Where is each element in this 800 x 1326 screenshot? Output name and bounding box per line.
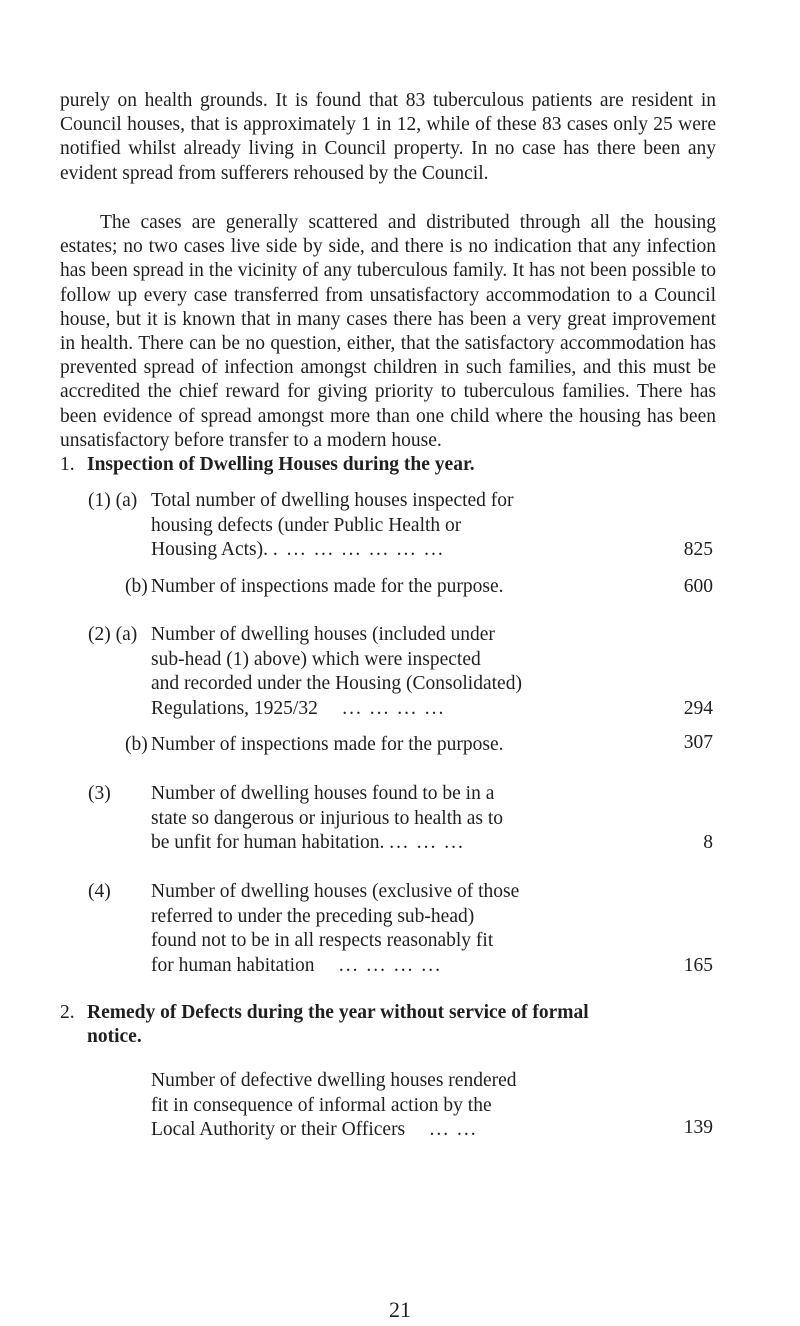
item-1a-value: 825	[683, 539, 713, 560]
section-1-heading	[60, 453, 475, 477]
item-2b-value: 307	[683, 732, 713, 753]
item-3-value: 8	[703, 832, 713, 853]
section-2-value: 139	[683, 1117, 713, 1138]
item-1b-value: 600	[683, 576, 713, 597]
section-2-text	[151, 1069, 671, 1143]
item-4-value: 165	[683, 955, 713, 976]
item-4-line-4: for human habitation ... ... ... ...	[151, 954, 443, 976]
item-4-line-1: Number of dwelling houses (exclusive of those	[151, 881, 520, 902]
item-3-label: (3)	[88, 783, 111, 804]
item-4-line-2: referred to under the preceding sub-head)	[151, 905, 475, 927]
item-3-leader: ... ... ...	[389, 832, 465, 853]
item-3-line-2: state so dangerous or injurious to health as to	[151, 807, 504, 829]
item-4-leader: ... ... ... ...	[338, 954, 443, 976]
section-1-number: 1.	[60, 454, 75, 475]
item-1a-line-1: Total number of dwelling houses inspected for	[151, 490, 514, 511]
section-2-line-1: Number of defective dwelling houses rendered	[151, 1070, 517, 1091]
section-1-title: Inspection of Dwelling Houses during the year.	[87, 454, 475, 475]
item-1a-line-2: housing defects (under Public Health or	[151, 514, 462, 536]
section-2-line-2: fit in consequence of informal action by the	[151, 1094, 492, 1116]
item-2a-value: 294	[683, 698, 713, 719]
item-2a-leader: ... ... ... ...	[342, 697, 446, 719]
item-4-label: (4)	[88, 881, 111, 902]
page-number: 21	[389, 1297, 411, 1322]
item-1b-label: (b)	[125, 576, 148, 597]
item-2a-line-2: sub-head (1) above) which were inspected	[151, 648, 481, 670]
item-2a-text	[151, 623, 671, 721]
item-2a-label: (2) (a)	[88, 624, 138, 645]
section-2-number: 2.	[60, 1002, 75, 1023]
section-2-title-line-1: Remedy of Defects during the year without service of formal	[87, 1002, 589, 1023]
item-3-text	[151, 782, 671, 856]
item-4-line-3: found not to be in all respects reasonably fit	[151, 930, 494, 951]
item-2b-text: Number of inspections made for the purpose.	[151, 734, 504, 755]
item-1a-text	[151, 489, 671, 563]
item-4-text	[151, 880, 671, 978]
item-2a-line-4: Regulations, 1925/32 ... ... ... ...	[151, 697, 446, 719]
item-2b-label: (b)	[125, 734, 148, 755]
section-2-line-3: Local Authority or their Officers ... ...	[151, 1119, 478, 1140]
item-2a-line-3: and recorded under the Housing (Consolidated)	[151, 673, 522, 694]
item-1a-leader: . ... ... ... ... ... ...	[272, 539, 445, 560]
intro-paragraph-2: The cases are generally scattered and distributed through all the housing estates; no two cases live side by side, and there is no indication that any infection has been spread in the vicinity of any tuberculous family. It has not been possible to follow up every case transferred from unsatisfactory accommodation to a Council house, but it is known that in many cases there has been a very great improvement in health. There can be no question, either, that the satisfactory accommodation has prevented spread of infection amongst children in such families, and this must be accredited the chief reward for giving priority to tuberculous families. There has been evidence of spread amongst more than one child where the housing has been unsatisfactory before transfer to a modern house.	[60, 212, 716, 451]
item-3-line-3: be unfit for human habitation. ... ... ...	[151, 832, 465, 853]
item-1a-label: (1) (a)	[88, 490, 138, 511]
intro-paragraph-1: purely on health grounds. It is found that 83 tuberculous patients are resident in Council houses, that is approximately 1 in 12, while of these 83 cases only 25 were notified whilst already living in Council property. In no case has there been any evident spread from sufferers rehoused by the Council.	[60, 90, 716, 184]
section-2-leader: ... ...	[429, 1119, 478, 1140]
item-1b-text: Number of inspections made for the purpose.	[151, 576, 504, 597]
section-2-title-line-2: notice.	[87, 1026, 142, 1047]
section-2-heading	[60, 1001, 750, 1049]
item-1a-line-3: Housing Acts). . ... ... ... ... ... ...	[151, 539, 445, 560]
item-3-line-1: Number of dwelling houses found to be in a	[151, 783, 495, 804]
item-2a-line-1: Number of dwelling houses (included under	[151, 624, 495, 645]
